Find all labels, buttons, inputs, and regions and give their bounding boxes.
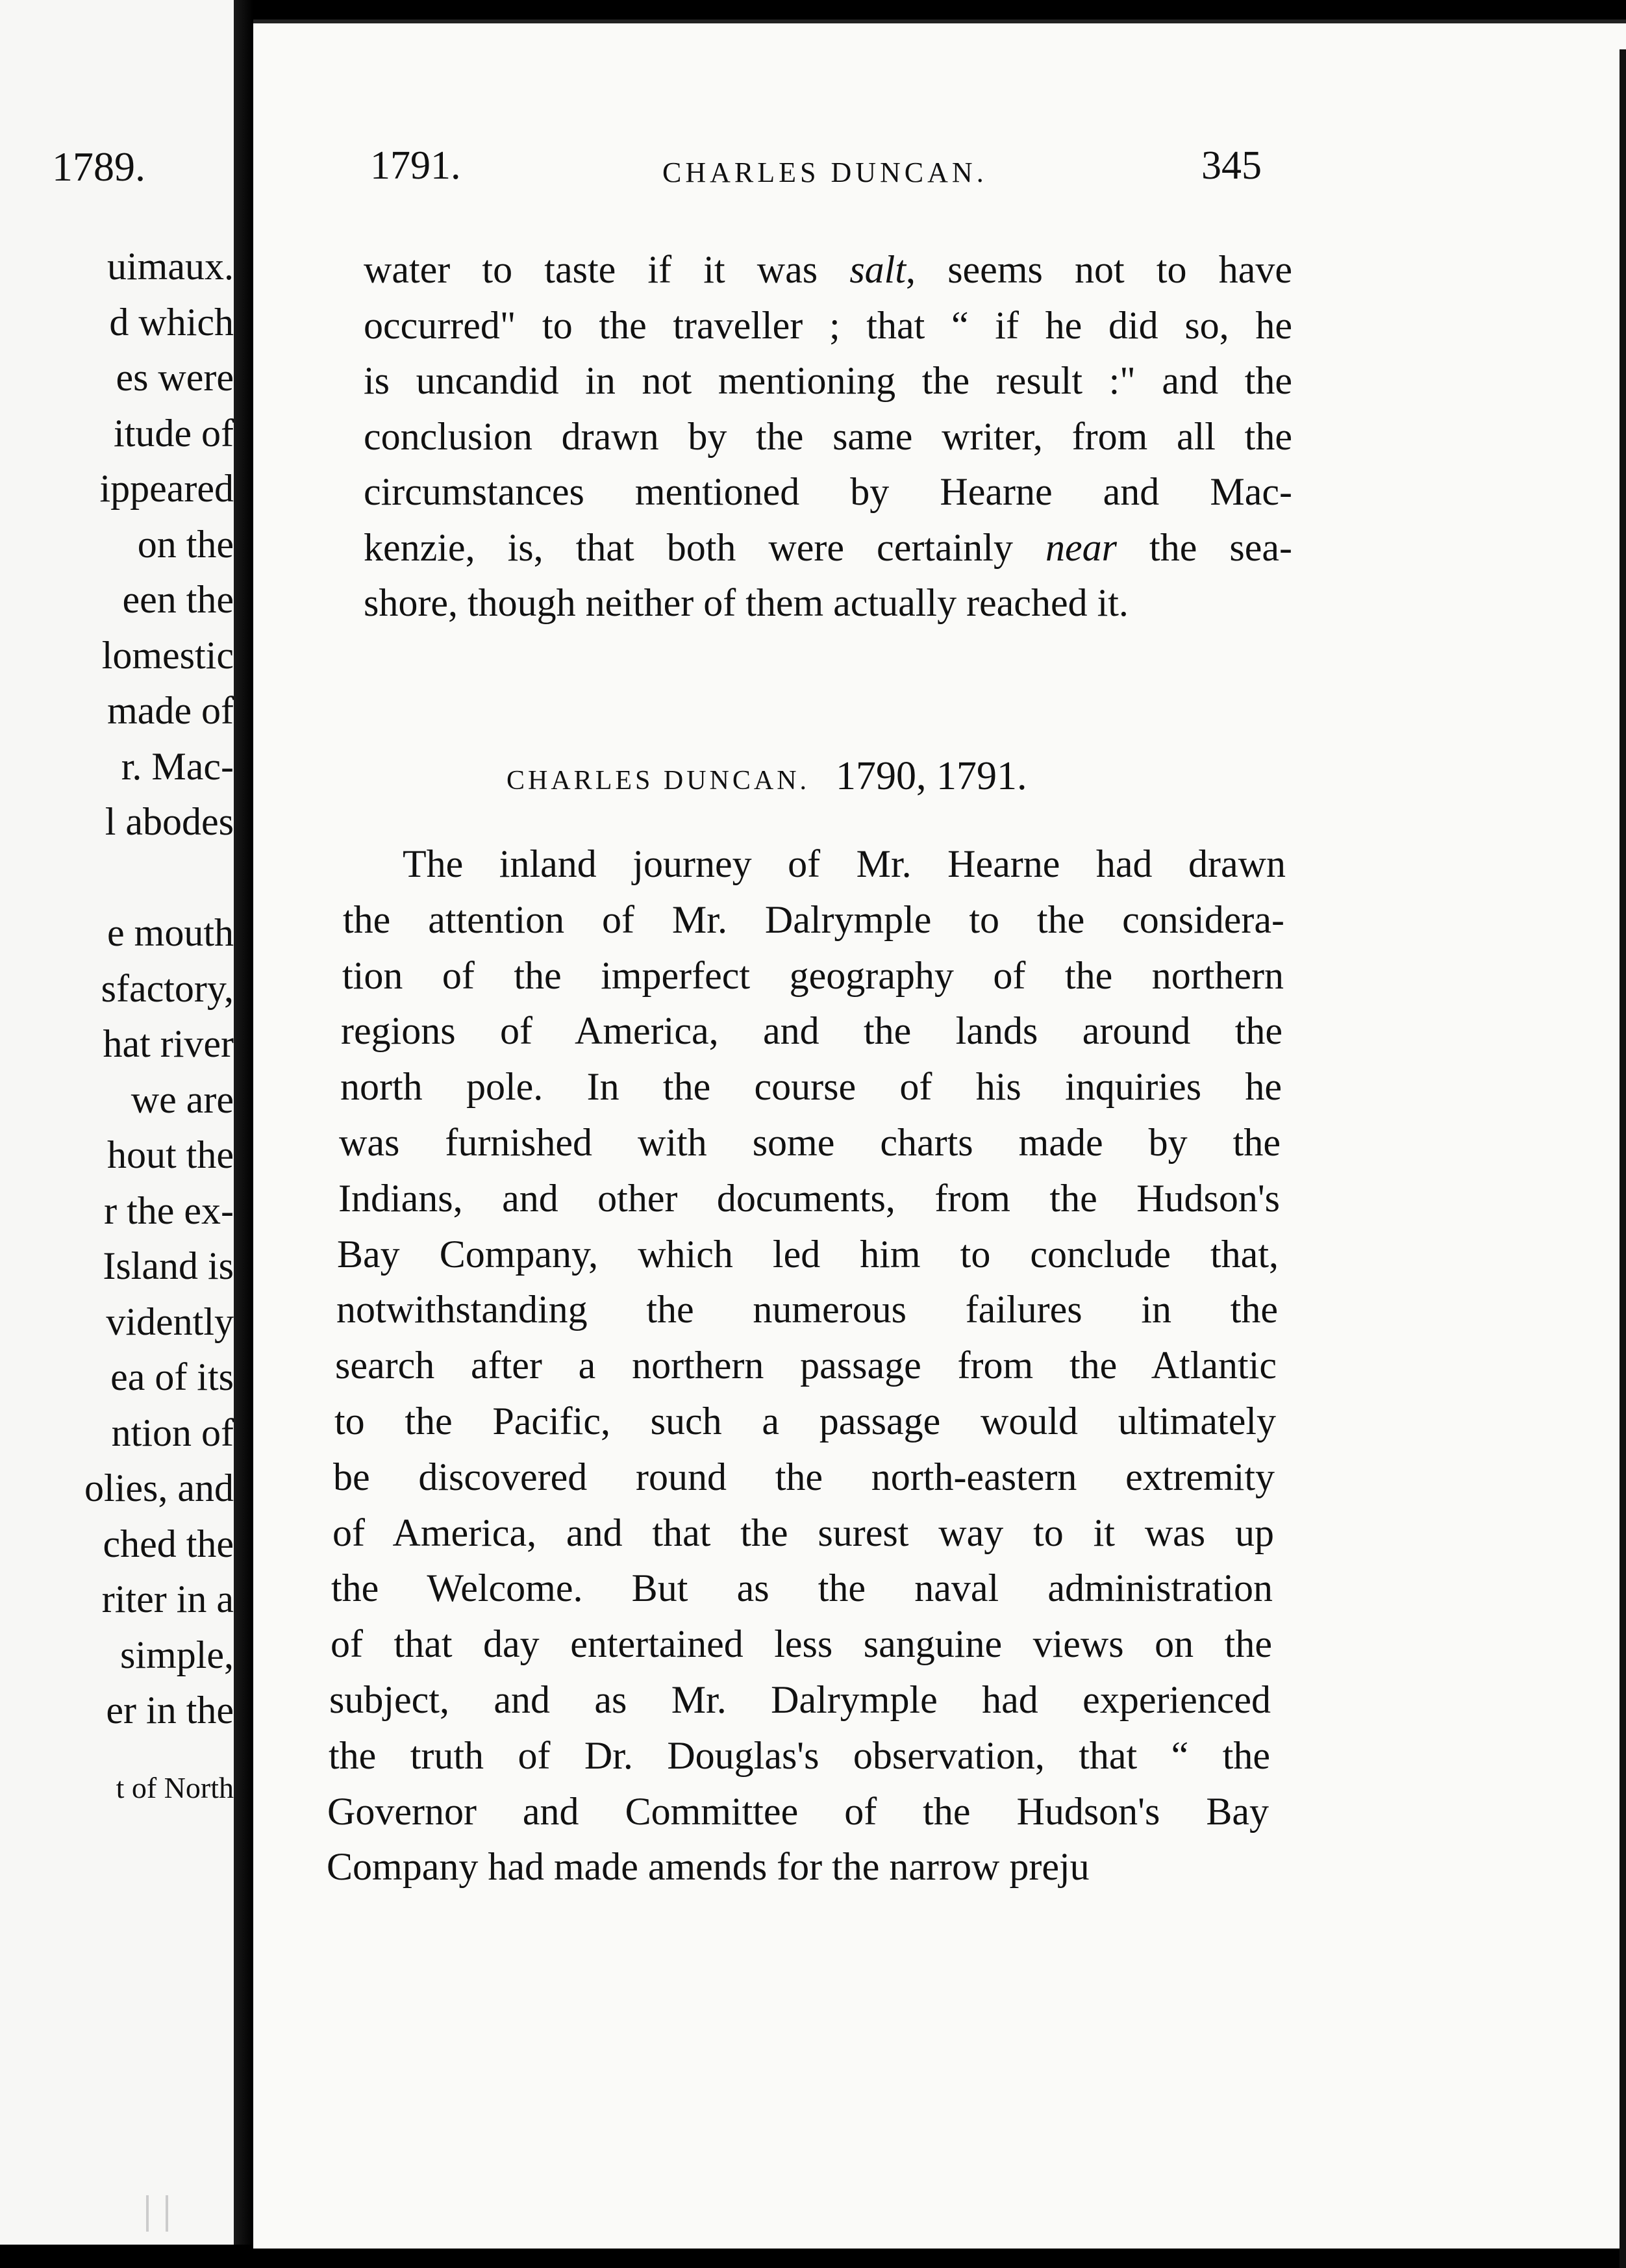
main-paragraph-line: the Welcome. But as the naval administration [331,1567,1273,1610]
left-page-line: on the [137,522,234,566]
book-gutter [234,0,253,2245]
main-paragraph-line: Governor and Committee of the Hudson's Bay [327,1789,1269,1833]
left-page-line: lomestic [101,633,234,677]
left-page-line: vidently [106,1300,234,1343]
left-page-line: es were [116,356,234,399]
main-paragraph-line: the truth of Dr. Douglas's observation, that “ the [329,1733,1270,1777]
top-paragraph-line: circumstances mentioned by Hearne and Mac- [364,470,1292,513]
left-page-line: olies, and [84,1467,234,1509]
left-page-line: we are [131,1077,234,1121]
main-paragraph-line: of that day entertained less sanguine views on the [331,1622,1272,1666]
left-page-footnote: t of North [116,1771,234,1804]
left-running-year: 1789. [52,144,145,190]
main-paragraph-line: north pole. In the course of his inquiries he [340,1065,1282,1109]
main-paragraph-line: Company had made amends for the narrow preju [327,1845,1090,1889]
main-paragraph-line: Bay Company, which led him to conclude that, [337,1232,1279,1276]
left-page-line: Island is [103,1244,234,1287]
left-page-line: simple, [120,1633,234,1676]
top-paragraph-line: water to taste if it was salt, seems not to have [364,248,1293,291]
left-page-line: ippeared [99,467,234,510]
left-page-line: hout the [107,1133,234,1176]
top-paragraph-line: is uncandid in not mentioning the result :" and the [364,359,1292,402]
left-page-line: ntion of [111,1411,234,1454]
left-page-line: l abodes [105,800,234,843]
main-paragraph-line: notwithstanding the numerous failures in the [336,1288,1278,1331]
left-page-line: r the ex- [104,1189,234,1232]
main-paragraph-line: of America, and that the surest way to it was up [332,1511,1274,1554]
left-page-line: er in the [106,1689,234,1732]
main-paragraph-line: the attention of Mr. Dalrymple to the considera- [343,898,1284,941]
left-page-line: ea of its [110,1355,234,1398]
main-paragraph-line: to the Pacific, such a passage would ultimately [334,1400,1276,1443]
top-paragraph-line: kenzie, is, that both were certainly near the sea- [364,525,1292,569]
scan-marks [146,2195,172,2234]
left-page-line: d which [109,300,234,344]
left-page-line: made of [107,689,234,732]
left-page-line: riter in a [101,1578,234,1620]
left-page [0,0,234,2245]
left-page-line: e mouth [107,911,234,954]
main-paragraph-line: Indians, and other documents, from the Hudson's [338,1176,1280,1220]
page-edge [1620,49,1626,2268]
left-page-line: r. Mac- [121,744,234,788]
top-paragraph-line: conclusion drawn by the same writer, from all the [364,414,1292,458]
running-header-year: 1791. [370,144,461,188]
left-page-line: uimaux. [107,245,234,288]
left-page-line: ched the [103,1522,234,1565]
main-paragraph-line: The inland journey of Mr. Hearne had drawn [403,842,1286,885]
main-paragraph-line: tion of the imperfect geography of the northern [342,953,1284,997]
left-page-line: een the [122,578,234,621]
left-page-line: itude of [114,411,234,455]
main-paragraph-line: regions of America, and the lands around the [341,1009,1282,1053]
top-paragraph-line: shore, though neither of them actually reached it. [364,581,1129,624]
running-header-title: CHARLES DUNCAN. [662,157,988,188]
left-page-line: hat river [103,1022,234,1065]
page-number: 345 [1201,144,1262,188]
left-page-line: sfactory, [101,966,234,1010]
main-paragraph-line: be discovered round the north-eastern extremity [333,1455,1275,1498]
section-heading-name: CHARLES DUNCAN. [507,766,810,796]
section-heading-years: 1790, 1791. [836,754,1027,798]
main-paragraph-line: search after a northern passage from the Atlantic [335,1344,1277,1387]
main-paragraph-line: was furnished with some charts made by the [339,1121,1281,1164]
main-paragraph-line: subject, and as Mr. Dalrymple had experienced [329,1678,1271,1721]
section-heading [507,753,1027,800]
top-paragraph-line: occurred" to the traveller ; that “ if he did so, he [364,303,1292,347]
